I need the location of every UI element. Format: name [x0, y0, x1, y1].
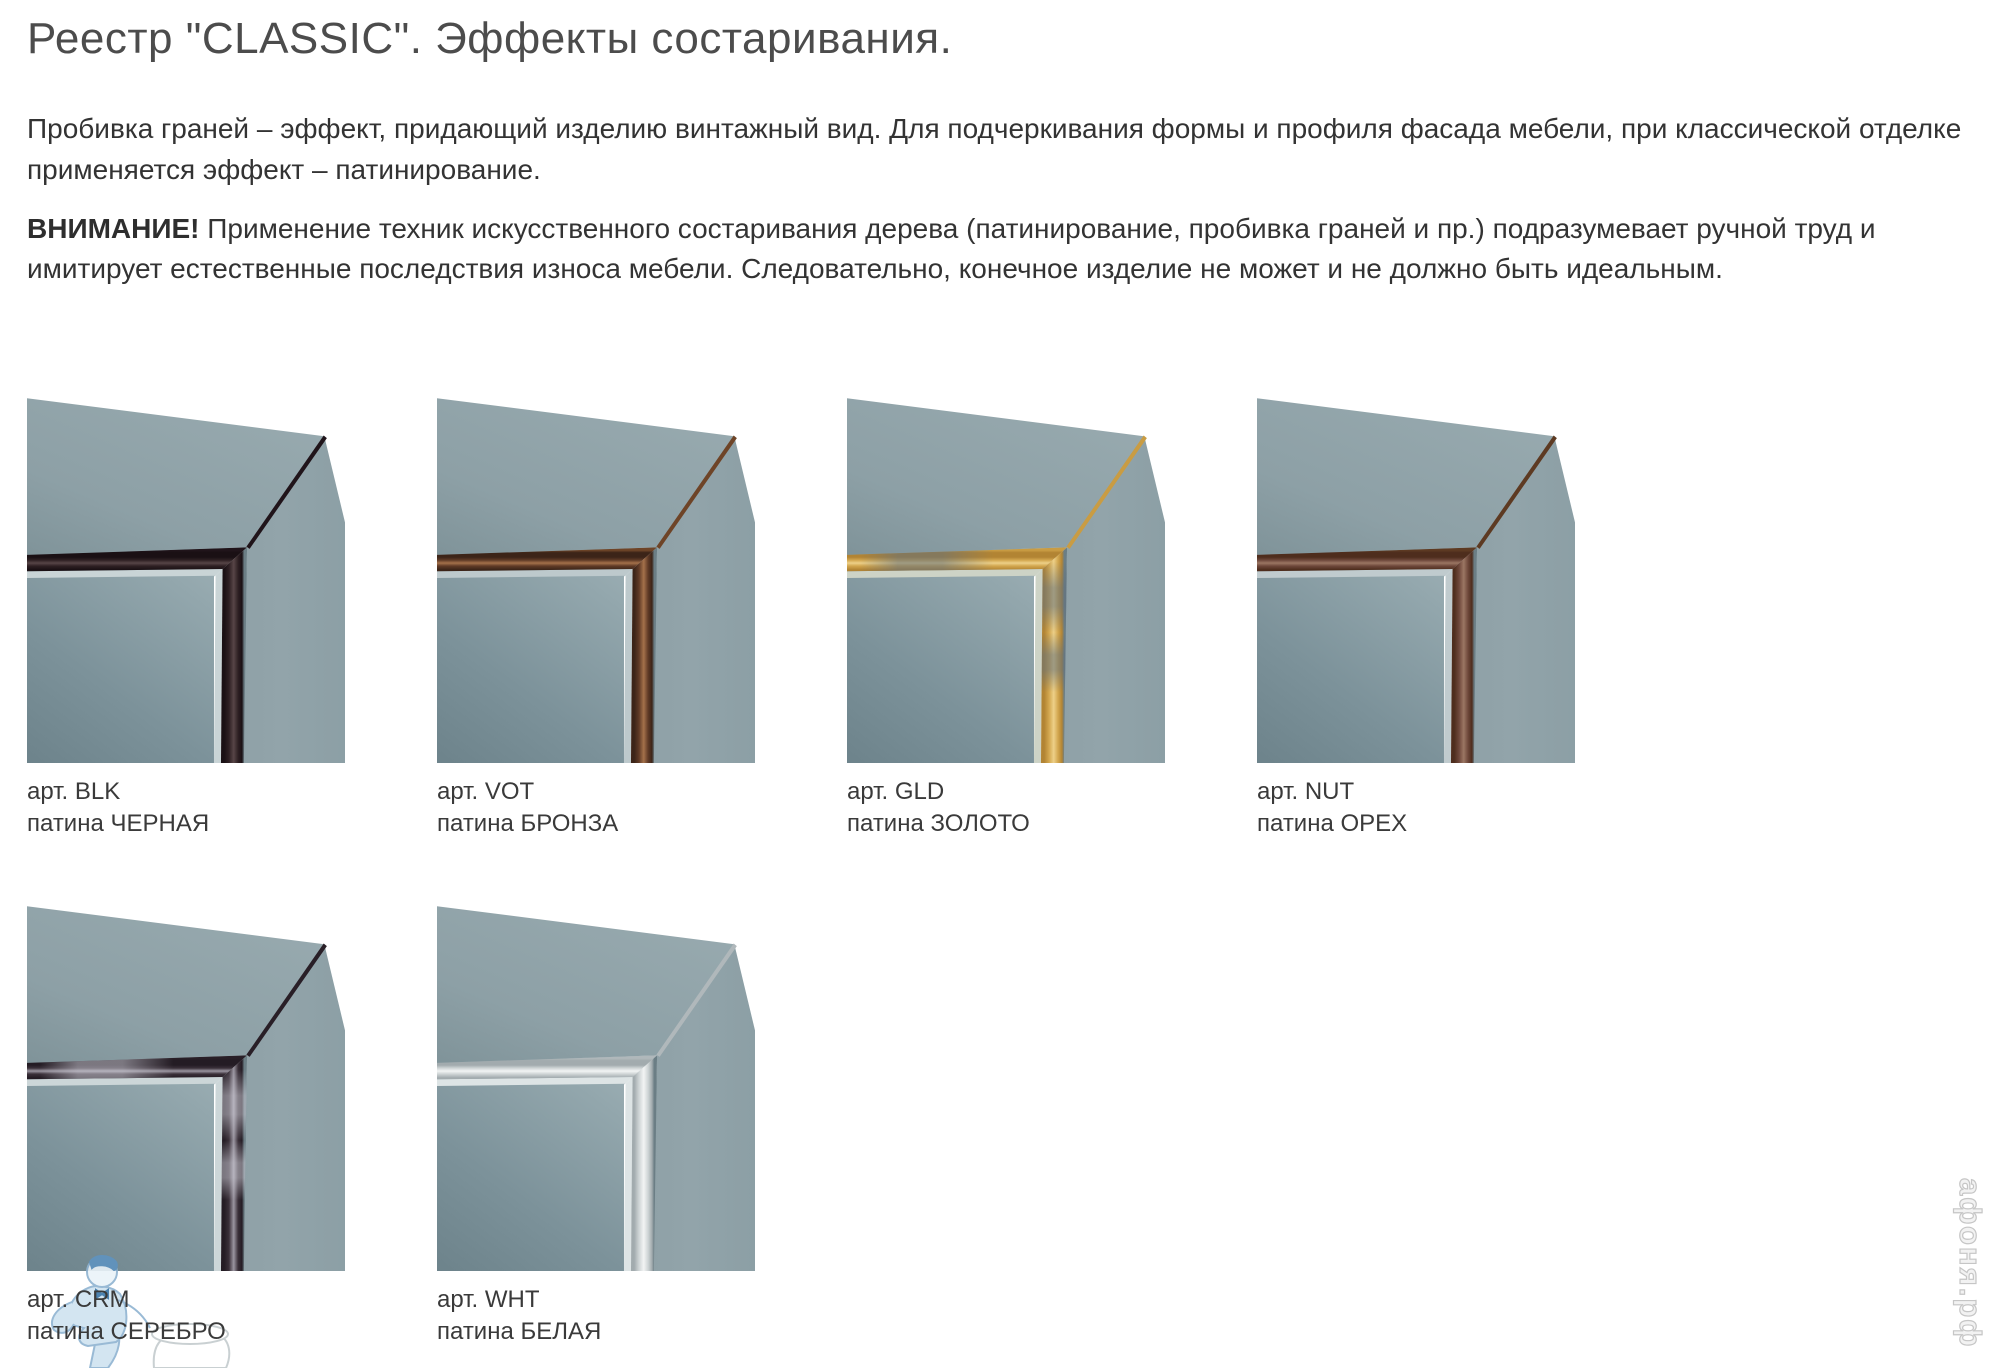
product-patina: патина ЧЕРНАЯ	[27, 810, 210, 837]
product-label	[27, 1284, 387, 1348]
product-art: арт. WHT	[437, 1286, 540, 1313]
product-photo-blk	[27, 390, 345, 763]
product-art: арт. GLD	[847, 778, 945, 805]
product-patina: патина ОРЕХ	[1257, 810, 1408, 837]
product-label	[27, 776, 387, 840]
warning-paragraph	[27, 209, 1979, 289]
product-photo-wht	[437, 898, 755, 1271]
product-art: арт. NUT	[1257, 778, 1355, 805]
intro-paragraph: Пробивка граней – эффект, придающий изделию винтажный вид. Для подчеркивания формы и профиля фасада мебели, при классической отделке применяется эффект – патинирование.	[27, 113, 1962, 186]
product-photo-vot	[437, 390, 755, 763]
page-title: Реестр "CLASSIC". Эффекты состаривания.	[27, 14, 953, 63]
site-watermark: афоня.рф	[1953, 1178, 1988, 1349]
product-patina: патина БЕЛАЯ	[437, 1318, 602, 1345]
product-art: арт. VOT	[437, 778, 535, 805]
product-photo-crm	[27, 898, 345, 1271]
warning-text: Применение техник искусственного состаривания дерева (патинирование, пробивка граней и пр.) подразумевает ручной труд и имитирует естественные последствия износа мебели. Следовательно, конечное изделие не может и не должно быть идеальным.	[27, 212, 1876, 284]
product-label	[847, 776, 1207, 840]
product-patina: патина БРОНЗА	[437, 810, 619, 837]
warning-label: ВНИМАНИЕ!	[27, 212, 200, 244]
product-patina: патина СЕРЕБРО	[27, 1318, 226, 1345]
product-art: арт. BLK	[27, 778, 121, 805]
product-label	[1257, 776, 1617, 840]
product-label	[437, 1284, 797, 1348]
product-photo-nut	[1257, 390, 1575, 763]
product-art: арт. CRM	[27, 1286, 130, 1313]
product-photo-gld	[847, 390, 1165, 763]
product-patina: патина ЗОЛОТО	[847, 810, 1030, 837]
product-label	[437, 776, 797, 840]
